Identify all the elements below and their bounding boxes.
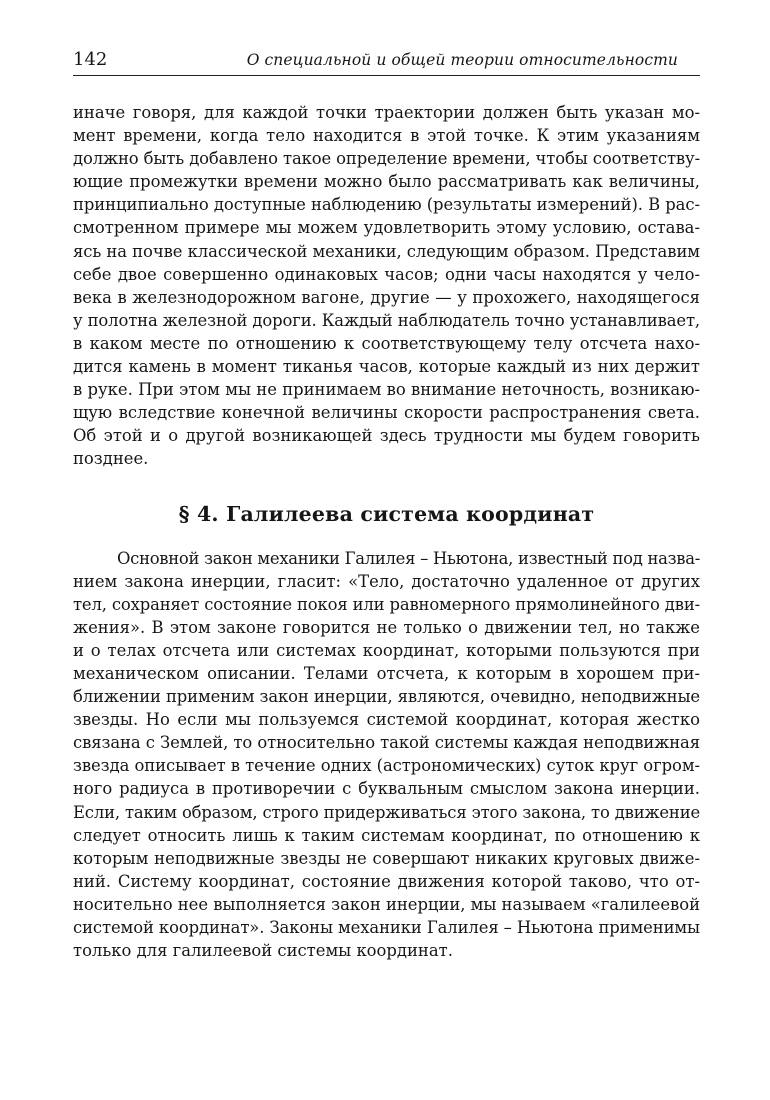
- text-line: в каком месте по отношению к соответствующему телу отсчета нахо-: [73, 333, 700, 353]
- text-line: ближении применим закон инерции, являются, очевидно, неподвижные: [73, 687, 700, 707]
- text-line: ний. Систему координат, состояние движения которой таково, что от-: [73, 871, 700, 891]
- section-heading: § 4. Галилеева система координат: [178, 501, 595, 526]
- text-line: следует относить лишь к таким системам координат, по отношению к: [73, 825, 700, 845]
- text-line: века в железнодорожном вагоне, другие — у прохожего, находящегося: [73, 287, 700, 307]
- text-line: связана с Землей, то относительно такой системы каждая неподвижная: [73, 733, 700, 753]
- paragraph-continued: [73, 101, 700, 471]
- text-line: дится камень в момент тиканья часов, которые каждый из них держит: [73, 357, 700, 377]
- text-line: принципиально доступные наблюдению (результаты измерений). В рас-: [73, 195, 700, 215]
- book-page: [73, 48, 700, 962]
- text-line: Об этой и о другой возникающей здесь трудности мы будем говорить: [73, 426, 700, 446]
- text-line: Если, таким образом, строго придерживаться этого закона, то движение: [73, 802, 700, 822]
- text-line: позднее.: [73, 449, 149, 469]
- text-line: и о телах отсчета или системах координат, которыми пользуются при: [73, 640, 700, 660]
- text-line: нием закона инерции, гласит: «Тело, достаточно удаленное от других: [73, 571, 700, 591]
- text-line: иначе говоря, для каждой точки траектории должен быть указан мо-: [73, 103, 700, 122]
- text-line: у полотна железной дороги. Каждый наблюдатель точно устанавливает,: [73, 310, 700, 330]
- text-line: ясь на почве классической механики, следующим образом. Представим: [73, 241, 700, 261]
- text-line: Основной закон механики Галилея – Ньютона, известный под назва-: [117, 548, 700, 568]
- text-line: которым неподвижные звезды не совершают никаких круговых движе-: [73, 848, 700, 868]
- text-line: тел, сохраняет состояние покоя или равномерного прямолинейного дви-: [73, 594, 700, 614]
- text-line: в руке. При этом мы не принимаем во внимание неточность, возникаю-: [73, 380, 700, 400]
- text-line: звезда описывает в течение одних (астрономических) суток круг огром-: [73, 756, 700, 776]
- text-line: ного радиуса в противоречии с буквальным смыслом закона инерции.: [73, 779, 700, 799]
- text-line: должно быть добавлено такое определение времени, чтобы соответству-: [73, 149, 700, 169]
- text-line: звезды. Но если мы пользуемся системой координат, которая жестко: [73, 710, 700, 730]
- text-line: щую вследствие конечной величины скорости распространения света.: [73, 403, 700, 423]
- text-line: системой координат». Законы механики Галилея – Ньютона применимы: [73, 918, 700, 937]
- text-line: смотренном примере мы можем удовлетворить этому условию, остава-: [73, 218, 700, 238]
- text-line: себе двое совершенно одинаковых часов; одни часы находятся у чело-: [73, 264, 700, 284]
- paragraph-galilean: [73, 547, 700, 963]
- running-header: [73, 48, 700, 76]
- text-line: механическом описании. Телами отсчета, к которым в хорошем при-: [73, 663, 700, 683]
- text-line: ющие промежутки времени можно было рассматривать как величины,: [73, 172, 700, 192]
- text-line: носительно нее выполняется закон инерции, мы называем «галилеевой: [73, 894, 700, 914]
- text-line: мент времени, когда тело находится в этой точке. К этим указаниям: [73, 126, 700, 146]
- page-number: 142: [73, 49, 108, 70]
- running-title: О специальной и общей теории относительности: [246, 51, 678, 69]
- text-line: жения». В этом законе говорится не только о движении тел, но также: [73, 617, 700, 637]
- text-line: только для галилеевой системы координат.: [73, 941, 453, 961]
